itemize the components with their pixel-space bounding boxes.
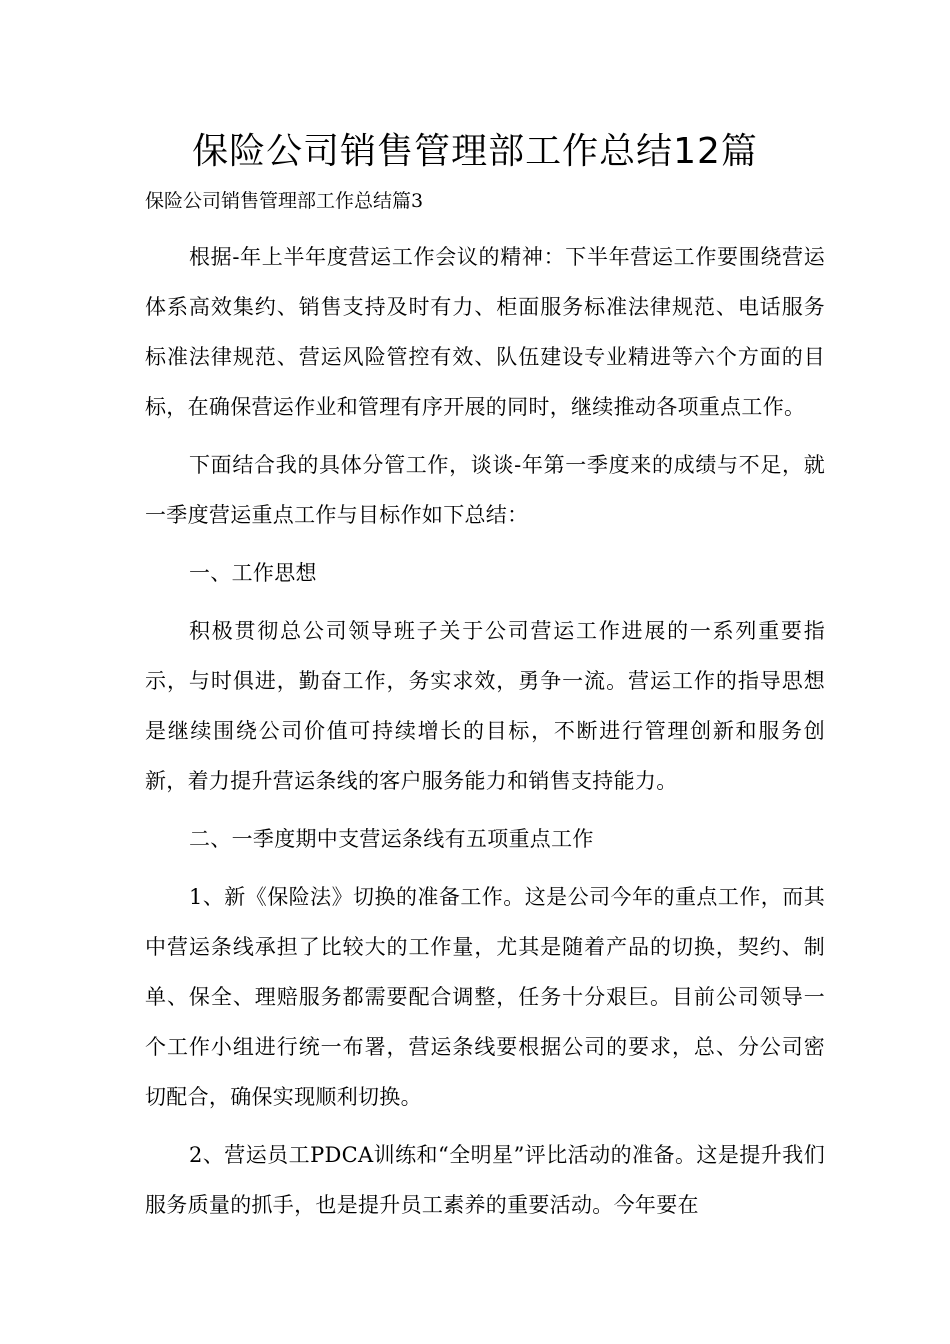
paragraph-work-ideas: 积极贯彻总公司领导班子关于公司营运工作进展的一系列重要指示，与时俱进，勤奋工作，务实求效，勇争一流。营运工作的指导思想是继续围绕公司价值可持续增长的目标，不断进行管理创新和服务创新，着力提升营运条线的客户服务能力和销售支持能力。 [145,619,825,793]
section-heading-key-tasks: 二、一季度期中支营运条线有五项重点工作 [189,827,594,851]
document-title: 保险公司销售管理部工作总结12篇 [192,131,758,172]
paragraph-summary-lead: 下面结合我的具体分管工作，谈谈-年第一季度来的成绩与不足，就一季度营运重点工作与目标作如下总结： [145,453,825,527]
paragraph-task-2: 2、营运员工PDCA训练和“全明星”评比活动的准备。这是提升我们服务质量的抓手，也是提升员工素养的重要活动。今年要在 [145,1143,825,1217]
section-heading-work-ideas: 一、工作思想 [189,561,317,585]
document-subtitle: 保险公司销售管理部工作总结篇3 [145,190,424,212]
document-body [145,232,825,1238]
paragraph-task-1: 1、新《保险法》切换的准备工作。这是公司今年的重点工作，而其中营运条线承担了比较大的工作量，尤其是随着产品的切换，契约、制单、保全、理赔服务都需要配合调整，任务十分艰巨。目前公司领导一个工作小组进行统一布署，营运条线要根据公司的要求，总、分公司密切配合，确保实现顺利切换。 [145,885,825,1109]
paragraph-intro: 根据-年上半年度营运工作会议的精神：下半年营运工作要围绕营运体系高效集约、销售支持及时有力、柜面服务标准法律规范、电话服务标准法律规范、营运风险管控有效、队伍建设专业精进等六个方面的目标，在确保营运作业和管理有序开展的同时，继续推动各项重点工作。 [145,245,825,419]
